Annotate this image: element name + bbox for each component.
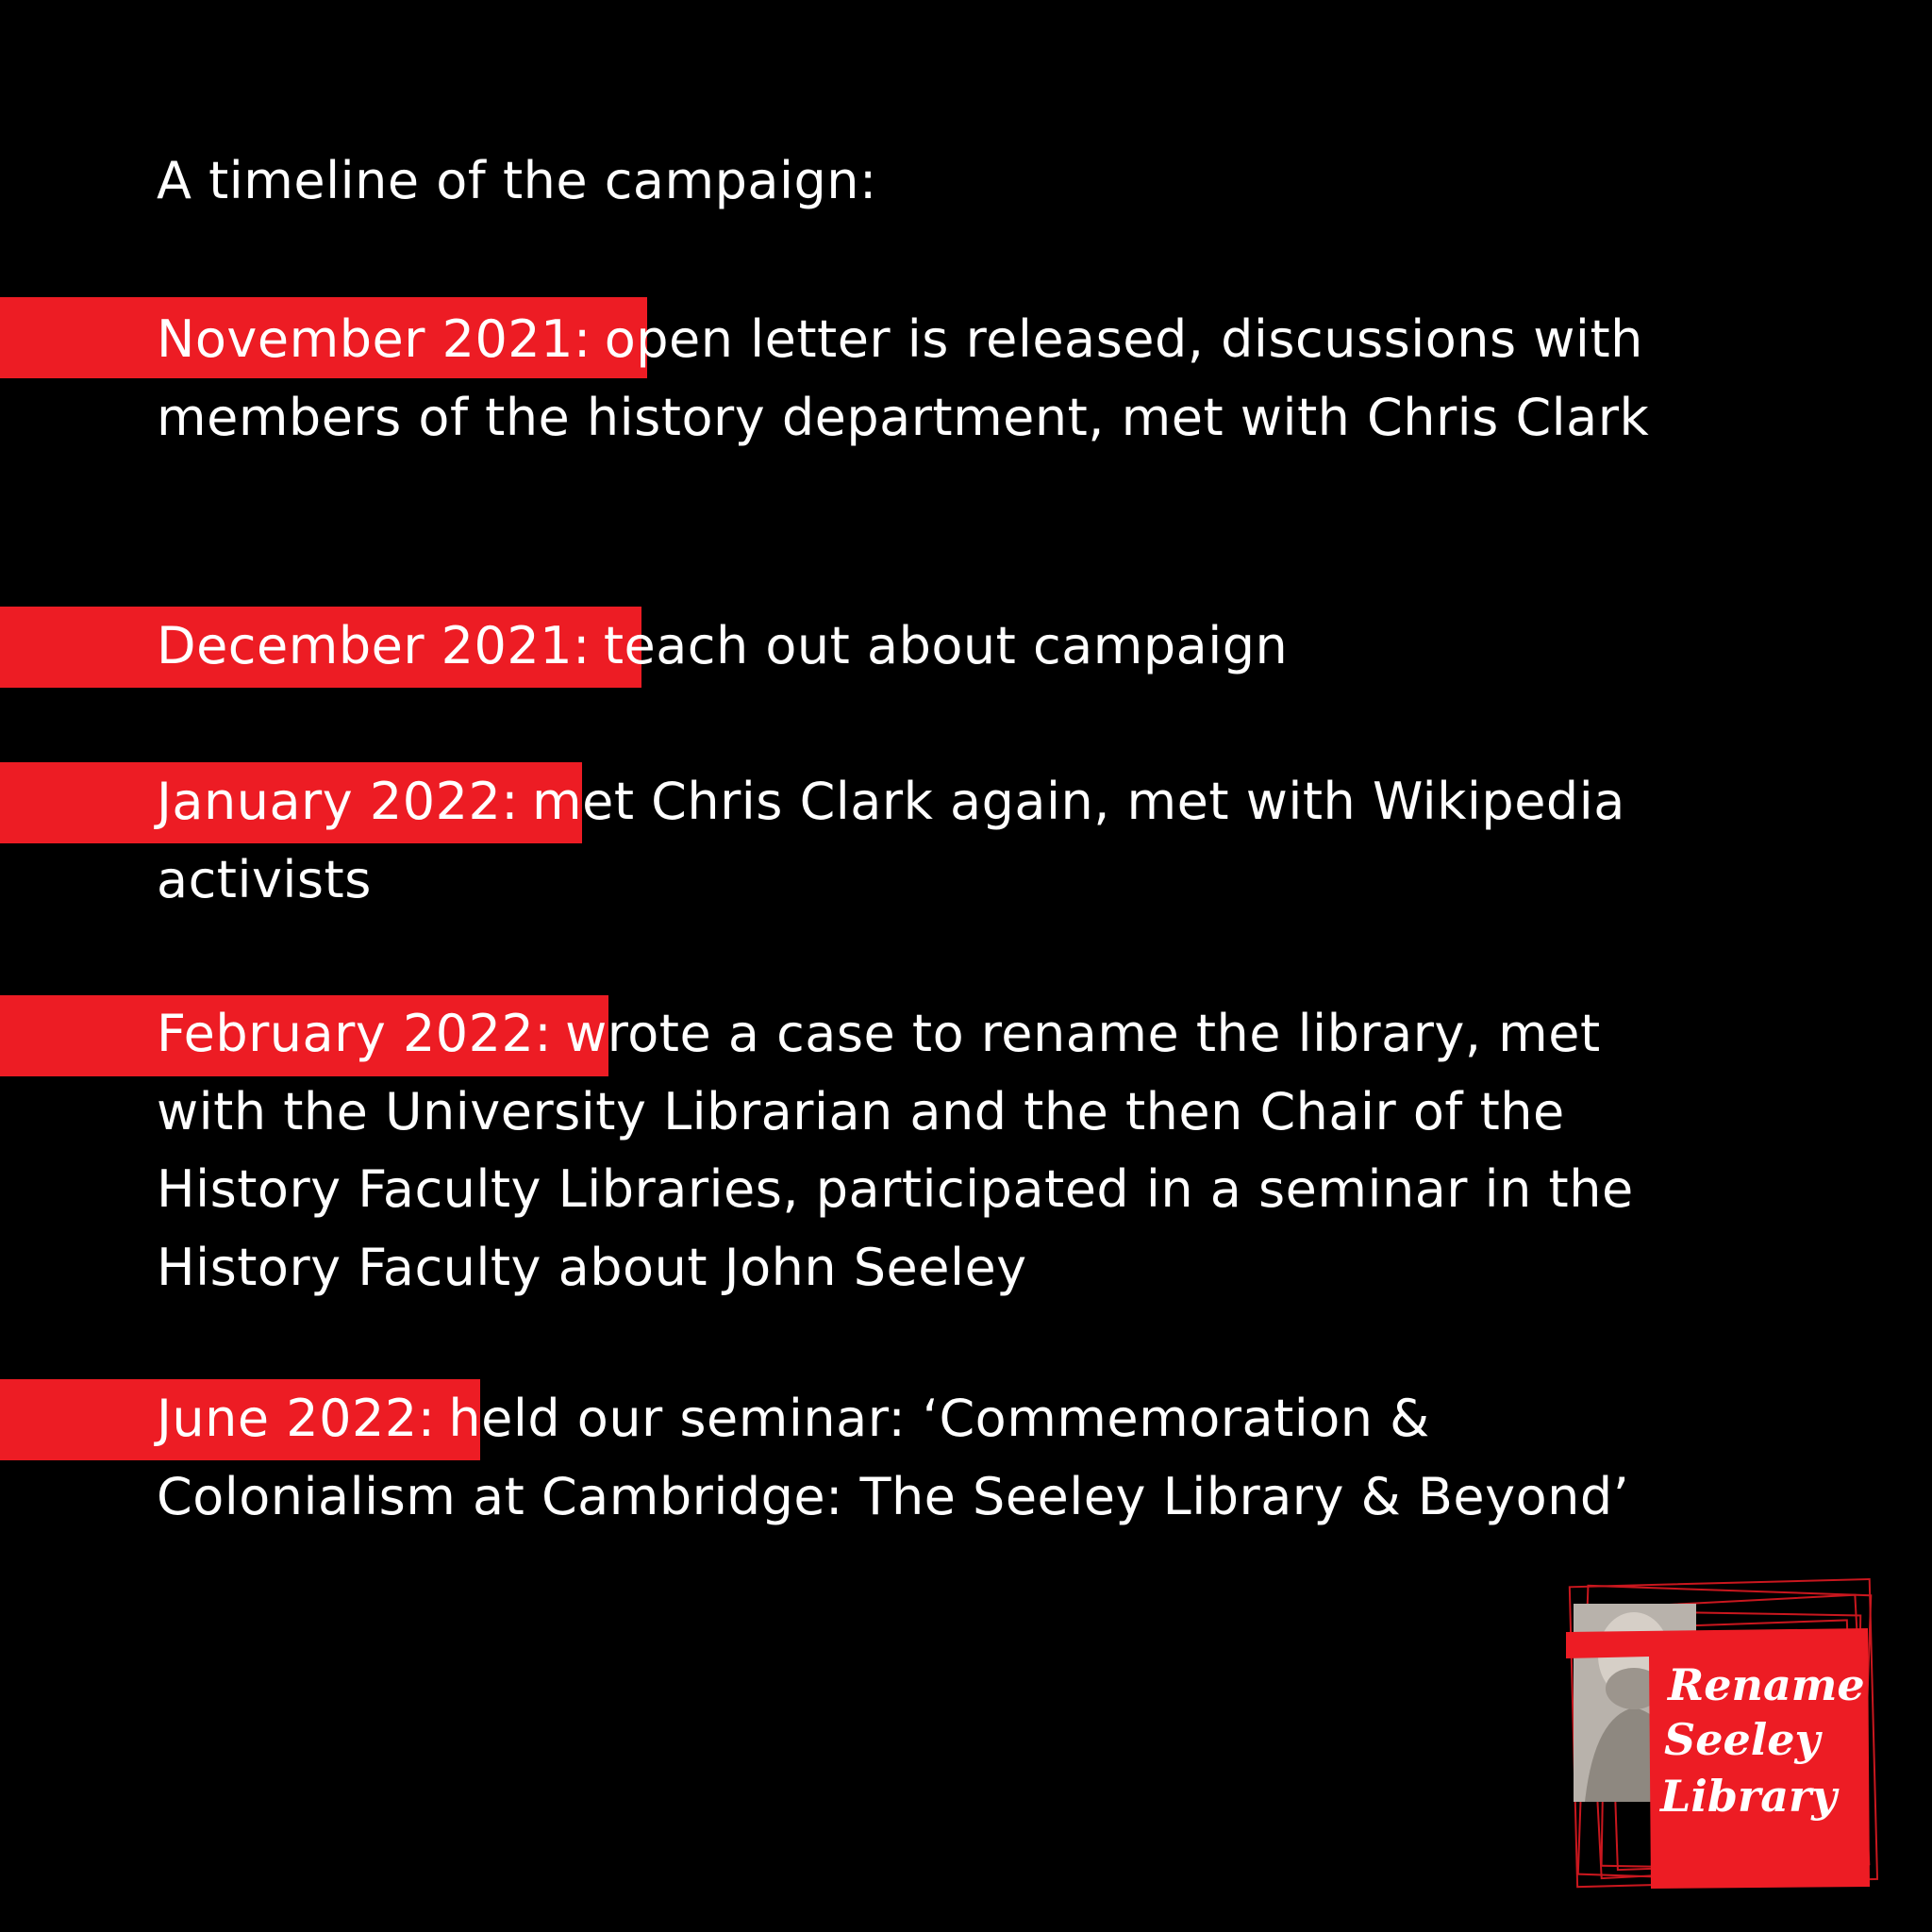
entry-date: November 2021: [157,309,591,369]
logo-line-1: Rename [1668,1659,1865,1710]
entry-date: February 2022: [157,1004,553,1063]
logo-graphic [1566,1575,1887,1896]
timeline-entry [157,1380,1666,1536]
entry-description: met Chris Clark again, met with Wikipedia activists [157,772,1625,909]
timeline-entry [157,763,1666,919]
logo-line-3: Library [1660,1771,1837,1822]
entry-date: December 2021: [157,616,591,675]
logo-line-2: Seeley [1664,1714,1821,1765]
timeline-entry [157,608,1666,686]
timeline-entry [157,301,1666,457]
entry-description: wrote a case to rename the library, met with the University Librarian and the then Chair of the History Faculty Libraries, participated in a seminar in the History Faculty about John Seeley [157,1004,1634,1297]
rename-seeley-library-logo [1566,1575,1887,1896]
page-heading: A timeline of the campaign: [157,151,877,210]
entry-description: held our seminar: ‘Commemoration & Colonialism at Cambridge: The Seeley Library & Beyond’ [157,1389,1630,1526]
timeline-entry [157,995,1666,1307]
entry-description: open letter is released, discussions with members of the history department, met with Chris Clark [157,309,1650,447]
entry-description: teach out about campaign [603,616,1289,675]
entry-date: June 2022: [157,1389,436,1448]
entry-date: January 2022: [157,772,519,831]
